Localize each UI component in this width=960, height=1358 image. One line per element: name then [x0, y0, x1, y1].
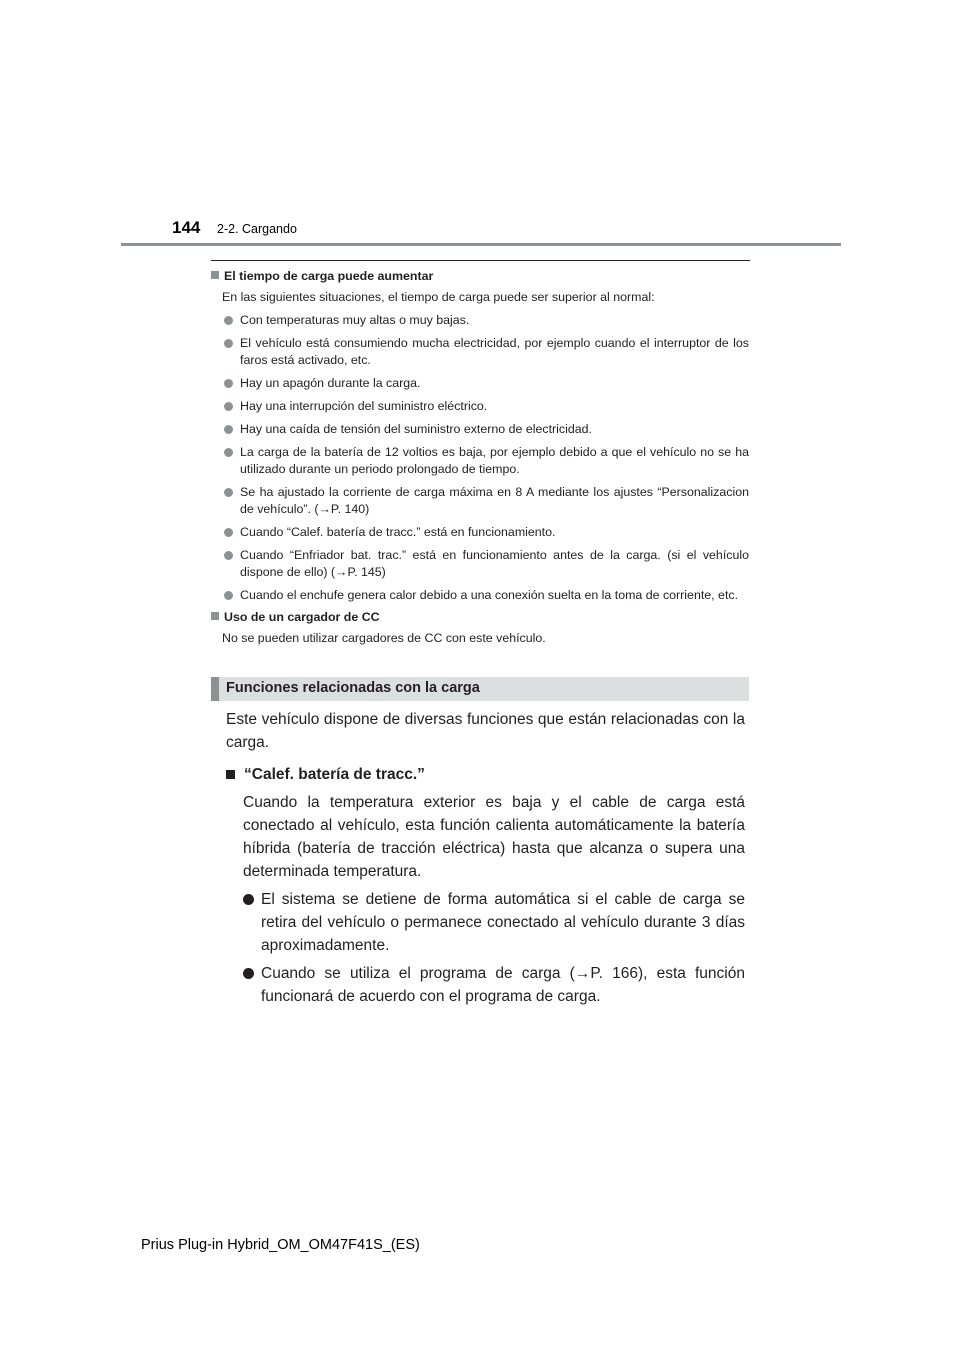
square-bullet-icon	[211, 271, 219, 279]
subsection-paragraph: Cuando la temperatura exterior es baja y el cable de carga está conectado al vehículo, esta función calienta automáticamente la batería híbrida (batería de tracción eléctrica) hasta que alcanza o supera una determinada temperatura.	[243, 794, 745, 880]
note-list	[211, 312, 749, 604]
section-title: 2-2. Cargando	[217, 222, 297, 236]
intro-paragraph: Este vehículo dispone de diversas funciones que están relacionadas con la carga.	[226, 711, 745, 751]
notes-section	[211, 268, 749, 647]
footer-text: Prius Plug-in Hybrid_OM_OM47F41S_(ES)	[141, 1237, 420, 1253]
note-heading: El tiempo de carga puede aumentar	[211, 268, 749, 285]
page-number: 144	[172, 218, 201, 237]
bullet-dot-icon	[224, 379, 233, 388]
section-heading-box	[211, 677, 749, 701]
main-content	[226, 708, 745, 1008]
square-bullet-icon	[211, 612, 219, 620]
bullet-dot-icon	[224, 425, 233, 434]
list-item: Cuando “Enfriador bat. trac.” está en funcionamiento antes de la carga. (si el vehículo dispone de ello) (→P. 145)	[211, 547, 749, 581]
bullet-dot-icon	[224, 316, 233, 325]
bullet-dot-icon	[224, 528, 233, 537]
square-bullet-icon	[226, 770, 235, 779]
bullet-dot-icon	[224, 591, 233, 600]
content-rule	[211, 260, 750, 261]
list-item: Se ha ajustado la corriente de carga máxima en 8 A mediante los ajustes “Personalizacion de vehículo”. (→P. 140)	[211, 484, 749, 518]
list-item: Hay una interrupción del suministro eléctrico.	[211, 398, 749, 415]
bullet-dot-icon	[224, 551, 233, 560]
list-item: El vehículo está consumiendo mucha electricidad, por ejemplo cuando el interruptor de los faros está activado, etc.	[211, 335, 749, 369]
header-rule	[121, 243, 841, 246]
list-item: Cuando se utiliza el programa de carga (→P. 166), esta función funcionará de acuerdo con el programa de carga.	[243, 962, 745, 1008]
subsection-heading: “Calef. batería de tracc.”	[226, 763, 745, 786]
list-item: Cuando el enchufe genera calor debido a una conexión suelta en la toma de corriente, etc.	[211, 587, 749, 604]
list-item: La carga de la batería de 12 voltios es baja, por ejemplo debido a que el vehículo no se ha utilizado durante un periodo prolongado de tiempo.	[211, 444, 749, 478]
note-heading: Uso de un cargador de CC	[211, 609, 749, 626]
list-item: Hay un apagón durante la carga.	[211, 375, 749, 392]
bullet-dot-icon	[243, 894, 254, 905]
note-paragraph: En las siguientes situaciones, el tiempo de carga puede ser superior al normal:	[222, 290, 655, 304]
note-paragraph: No se pueden utilizar cargadores de CC con este vehículo.	[222, 631, 546, 645]
bullet-dot-icon	[224, 448, 233, 457]
subsection-list	[226, 888, 745, 1008]
section-heading: Funciones relacionadas con la carga	[226, 680, 480, 696]
bullet-dot-icon	[243, 968, 254, 979]
list-item: El sistema se detiene de forma automática si el cable de carga se retira del vehículo o permanece conectado al vehículo durante 3 días aproximadamente.	[243, 888, 745, 957]
bullet-dot-icon	[224, 402, 233, 411]
list-item: Cuando “Calef. batería de tracc.” está en funcionamiento.	[211, 524, 749, 541]
list-item: Con temperaturas muy altas o muy bajas.	[211, 312, 749, 329]
bullet-dot-icon	[224, 339, 233, 348]
bullet-dot-icon	[224, 488, 233, 497]
heading-accent-bar	[211, 677, 219, 701]
list-item: Hay una caída de tensión del suministro externo de electricidad.	[211, 421, 749, 438]
